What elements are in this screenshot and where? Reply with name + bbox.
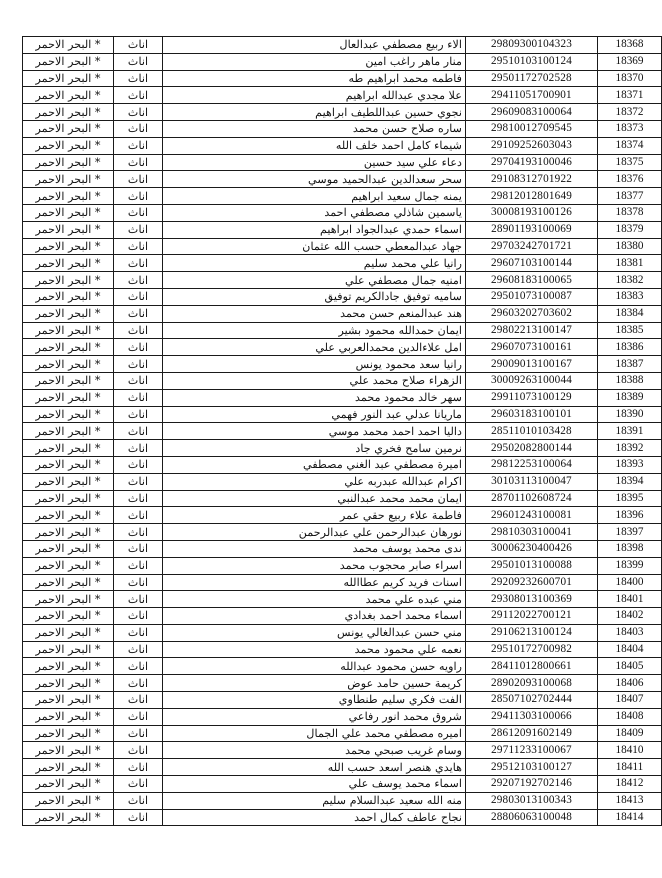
name-cell: يمنه جمال سعيد ابراهيم (163, 188, 466, 205)
name-cell: الاء ربيع مصطفي عبدالعال (163, 37, 466, 54)
name-cell: نرمين سامح فخري جاد (163, 440, 466, 457)
name-cell: جهاد عبدالمعطي حسب الله عثمان (163, 238, 466, 255)
national-id-cell: 29911073100129 (466, 389, 598, 406)
name-cell: نورهان عبدالرحمن علي عبدالرحمن (163, 524, 466, 541)
table-row (23, 406, 662, 423)
seat-number-cell: 18384 (598, 305, 662, 322)
gender-cell: اناث (114, 557, 163, 574)
national-id-cell: 28507102702444 (466, 692, 598, 709)
name-cell: دعاء علي سيد حسين (163, 154, 466, 171)
region-cell: البحر الاحمر * (23, 322, 114, 339)
gender-cell: اناث (114, 456, 163, 473)
name-cell: نجوي حسين عبداللطيف ابراهيم (163, 104, 466, 121)
name-cell: مني عبده علي محمد (163, 591, 466, 608)
table-row (23, 490, 662, 507)
national-id-cell: 29812253100064 (466, 456, 598, 473)
name-cell: اسماء محمد احمد بغدادي (163, 608, 466, 625)
table-row (23, 641, 662, 658)
region-cell: البحر الاحمر * (23, 776, 114, 793)
gender-cell: اناث (114, 675, 163, 692)
table-row (23, 288, 662, 305)
table-row (23, 574, 662, 591)
seat-number-cell: 18407 (598, 692, 662, 709)
seat-number-cell: 18373 (598, 120, 662, 137)
seat-number-cell: 18414 (598, 809, 662, 826)
name-cell: اميرة مصطفي عبد الغني مصطفي (163, 456, 466, 473)
name-cell: ساميه توفيق جادالكريم توفيق (163, 288, 466, 305)
table-row (23, 87, 662, 104)
table-row (23, 725, 662, 742)
gender-cell: اناث (114, 288, 163, 305)
name-cell: سحر سعدالدين عبدالحميد موسي (163, 171, 466, 188)
region-cell: البحر الاحمر * (23, 204, 114, 221)
national-id-cell: 29607103100144 (466, 255, 598, 272)
table-row (23, 154, 662, 171)
gender-cell: اناث (114, 238, 163, 255)
table-row (23, 322, 662, 339)
name-cell: الفت فكري سليم طنطاوي (163, 692, 466, 709)
region-cell: البحر الاحمر * (23, 624, 114, 641)
roster-page (22, 36, 644, 826)
national-id-cell: 30009263100044 (466, 372, 598, 389)
region-cell: البحر الاحمر * (23, 372, 114, 389)
table-row (23, 423, 662, 440)
region-cell: البحر الاحمر * (23, 70, 114, 87)
national-id-cell: 29112022700121 (466, 608, 598, 625)
name-cell: داليا احمد احمد محمد موسي (163, 423, 466, 440)
seat-number-cell: 18371 (598, 87, 662, 104)
gender-cell: اناث (114, 641, 163, 658)
gender-cell: اناث (114, 188, 163, 205)
national-id-cell: 29106213100124 (466, 624, 598, 641)
national-id-cell: 30006230400426 (466, 540, 598, 557)
seat-number-cell: 18378 (598, 204, 662, 221)
gender-cell: اناث (114, 608, 163, 625)
region-cell: البحر الاحمر * (23, 423, 114, 440)
table-row (23, 540, 662, 557)
national-id-cell: 29711233100067 (466, 742, 598, 759)
gender-cell: اناث (114, 809, 163, 826)
seat-number-cell: 18409 (598, 725, 662, 742)
gender-cell: اناث (114, 204, 163, 221)
gender-cell: اناث (114, 389, 163, 406)
national-id-cell: 29810012709545 (466, 120, 598, 137)
region-cell: البحر الاحمر * (23, 608, 114, 625)
region-cell: البحر الاحمر * (23, 658, 114, 675)
seat-number-cell: 18413 (598, 792, 662, 809)
region-cell: البحر الاحمر * (23, 339, 114, 356)
name-cell: شروق محمد انور رفاعي (163, 708, 466, 725)
seat-number-cell: 18396 (598, 507, 662, 524)
table-row (23, 658, 662, 675)
national-id-cell: 29009013100167 (466, 356, 598, 373)
gender-cell: اناث (114, 356, 163, 373)
region-cell: البحر الاحمر * (23, 708, 114, 725)
gender-cell: اناث (114, 53, 163, 70)
table-row (23, 792, 662, 809)
gender-cell: اناث (114, 524, 163, 541)
seat-number-cell: 18412 (598, 776, 662, 793)
national-id-cell: 29812012801649 (466, 188, 598, 205)
national-id-cell: 29803013100343 (466, 792, 598, 809)
table-row (23, 37, 662, 54)
name-cell: منه الله سعيد عبدالسلام سليم (163, 792, 466, 809)
region-cell: البحر الاحمر * (23, 171, 114, 188)
table-row (23, 356, 662, 373)
national-id-cell: 29608183100065 (466, 272, 598, 289)
gender-cell: اناث (114, 692, 163, 709)
name-cell: اسنات فريد كريم عطاالله (163, 574, 466, 591)
gender-cell: اناث (114, 406, 163, 423)
national-id-cell: 29502082800144 (466, 440, 598, 457)
seat-number-cell: 18406 (598, 675, 662, 692)
name-cell: نعمه علي محمود محمد (163, 641, 466, 658)
table-row (23, 591, 662, 608)
gender-cell: اناث (114, 221, 163, 238)
name-cell: ايمان حمدالله محمود بشير (163, 322, 466, 339)
region-cell: البحر الاحمر * (23, 557, 114, 574)
region-cell: البحر الاحمر * (23, 272, 114, 289)
table-row (23, 221, 662, 238)
region-cell: البحر الاحمر * (23, 188, 114, 205)
gender-cell: اناث (114, 440, 163, 457)
region-cell: البحر الاحمر * (23, 759, 114, 776)
gender-cell: اناث (114, 624, 163, 641)
gender-cell: اناث (114, 776, 163, 793)
table-row (23, 608, 662, 625)
national-id-cell: 29501013100088 (466, 557, 598, 574)
table-row (23, 624, 662, 641)
name-cell: اسراء صابر محجوب محمد (163, 557, 466, 574)
seat-number-cell: 18410 (598, 742, 662, 759)
national-id-cell: 28901193100069 (466, 221, 598, 238)
region-cell: البحر الاحمر * (23, 809, 114, 826)
national-id-cell: 29704193100046 (466, 154, 598, 171)
national-id-cell: 29510172700982 (466, 641, 598, 658)
gender-cell: اناث (114, 70, 163, 87)
region-cell: البحر الاحمر * (23, 87, 114, 104)
gender-cell: اناث (114, 171, 163, 188)
name-cell: ندى محمد يوسف محمد (163, 540, 466, 557)
name-cell: اسماء حمدي عبدالجواد ابراهيم (163, 221, 466, 238)
name-cell: ساره صلاح حسن محمد (163, 120, 466, 137)
table-row (23, 440, 662, 457)
seat-number-cell: 18374 (598, 137, 662, 154)
seat-number-cell: 18391 (598, 423, 662, 440)
seat-number-cell: 18404 (598, 641, 662, 658)
table-row (23, 137, 662, 154)
seat-number-cell: 18376 (598, 171, 662, 188)
table-row (23, 524, 662, 541)
gender-cell: اناث (114, 37, 163, 54)
name-cell: ماريانا عدلي عبد النور فهمي (163, 406, 466, 423)
seat-number-cell: 18398 (598, 540, 662, 557)
region-cell: البحر الاحمر * (23, 692, 114, 709)
gender-cell: اناث (114, 507, 163, 524)
seat-number-cell: 18411 (598, 759, 662, 776)
region-cell: البحر الاحمر * (23, 389, 114, 406)
seat-number-cell: 18368 (598, 37, 662, 54)
seat-number-cell: 18370 (598, 70, 662, 87)
name-cell: اسماء محمد يوسف علي (163, 776, 466, 793)
name-cell: الزهراء صلاح محمد علي (163, 372, 466, 389)
seat-number-cell: 18399 (598, 557, 662, 574)
national-id-cell: 30103113100047 (466, 473, 598, 490)
national-id-cell: 30008193100126 (466, 204, 598, 221)
national-id-cell: 29603183100101 (466, 406, 598, 423)
national-id-cell: 29601243100081 (466, 507, 598, 524)
seat-number-cell: 18397 (598, 524, 662, 541)
gender-cell: اناث (114, 574, 163, 591)
gender-cell: اناث (114, 120, 163, 137)
gender-cell: اناث (114, 339, 163, 356)
gender-cell: اناث (114, 742, 163, 759)
seat-number-cell: 18405 (598, 658, 662, 675)
seat-number-cell: 18394 (598, 473, 662, 490)
region-cell: البحر الاحمر * (23, 456, 114, 473)
table-row (23, 742, 662, 759)
region-cell: البحر الاحمر * (23, 238, 114, 255)
name-cell: راويه حسن محمود عبدالله (163, 658, 466, 675)
gender-cell: اناث (114, 137, 163, 154)
national-id-cell: 28701102608724 (466, 490, 598, 507)
seat-number-cell: 18380 (598, 238, 662, 255)
table-row (23, 305, 662, 322)
seat-number-cell: 18395 (598, 490, 662, 507)
region-cell: البحر الاحمر * (23, 490, 114, 507)
national-id-cell: 29809300104323 (466, 37, 598, 54)
seat-number-cell: 18408 (598, 708, 662, 725)
seat-number-cell: 18388 (598, 372, 662, 389)
seat-number-cell: 18369 (598, 53, 662, 70)
region-cell: البحر الاحمر * (23, 356, 114, 373)
national-id-cell: 29603202703602 (466, 305, 598, 322)
table-row (23, 238, 662, 255)
table-row (23, 473, 662, 490)
name-cell: امنيه جمال مصطفي علي (163, 272, 466, 289)
table-row (23, 456, 662, 473)
seat-number-cell: 18392 (598, 440, 662, 457)
national-id-cell: 28806063100048 (466, 809, 598, 826)
gender-cell: اناث (114, 272, 163, 289)
region-cell: البحر الاحمر * (23, 574, 114, 591)
name-cell: سهر خالد محمود محمد (163, 389, 466, 406)
gender-cell: اناث (114, 154, 163, 171)
table-row (23, 104, 662, 121)
seat-number-cell: 18393 (598, 456, 662, 473)
gender-cell: اناث (114, 322, 163, 339)
name-cell: هايدي هنصر اسعد حسب الله (163, 759, 466, 776)
national-id-cell: 29703242701721 (466, 238, 598, 255)
seat-number-cell: 18400 (598, 574, 662, 591)
table-row (23, 339, 662, 356)
gender-cell: اناث (114, 473, 163, 490)
national-id-cell: 29209232600701 (466, 574, 598, 591)
name-cell: فاطمة علاء ربيع حقي عمر (163, 507, 466, 524)
name-cell: هند عبدالمنعم حسن محمد (163, 305, 466, 322)
seat-number-cell: 18385 (598, 322, 662, 339)
region-cell: البحر الاحمر * (23, 137, 114, 154)
region-cell: البحر الاحمر * (23, 473, 114, 490)
gender-cell: اناث (114, 540, 163, 557)
name-cell: اميره مصطفي محمد علي الجمال (163, 725, 466, 742)
national-id-cell: 29207192702146 (466, 776, 598, 793)
region-cell: البحر الاحمر * (23, 154, 114, 171)
name-cell: شيماء كامل احمد خلف الله (163, 137, 466, 154)
gender-cell: اناث (114, 725, 163, 742)
seat-number-cell: 18387 (598, 356, 662, 373)
table-row (23, 171, 662, 188)
gender-cell: اناث (114, 591, 163, 608)
table-row (23, 53, 662, 70)
national-id-cell: 29501172702528 (466, 70, 598, 87)
national-id-cell: 29609083100064 (466, 104, 598, 121)
seat-number-cell: 18390 (598, 406, 662, 423)
region-cell: البحر الاحمر * (23, 221, 114, 238)
national-id-cell: 29411303100066 (466, 708, 598, 725)
table-row (23, 708, 662, 725)
national-id-cell: 28902093100068 (466, 675, 598, 692)
name-cell: ايمان محمد محمد عبدالنبي (163, 490, 466, 507)
seat-number-cell: 18402 (598, 608, 662, 625)
table-row (23, 70, 662, 87)
region-cell: البحر الاحمر * (23, 440, 114, 457)
region-cell: البحر الاحمر * (23, 792, 114, 809)
national-id-cell: 29501073100087 (466, 288, 598, 305)
region-cell: البحر الاحمر * (23, 406, 114, 423)
table-row (23, 120, 662, 137)
name-cell: ياسمين شاذلي مصطفي احمد (163, 204, 466, 221)
gender-cell: اناث (114, 104, 163, 121)
seat-number-cell: 18372 (598, 104, 662, 121)
gender-cell: اناث (114, 759, 163, 776)
seat-number-cell: 18383 (598, 288, 662, 305)
region-cell: البحر الاحمر * (23, 742, 114, 759)
national-id-cell: 28612091602149 (466, 725, 598, 742)
national-id-cell: 29308013100369 (466, 591, 598, 608)
national-id-cell: 29802213100147 (466, 322, 598, 339)
seat-number-cell: 18386 (598, 339, 662, 356)
seat-number-cell: 18379 (598, 221, 662, 238)
roster-body (23, 37, 662, 826)
table-row (23, 809, 662, 826)
region-cell: البحر الاحمر * (23, 675, 114, 692)
table-row (23, 255, 662, 272)
seat-number-cell: 18377 (598, 188, 662, 205)
table-row (23, 507, 662, 524)
table-row (23, 272, 662, 289)
region-cell: البحر الاحمر * (23, 288, 114, 305)
seat-number-cell: 18382 (598, 272, 662, 289)
name-cell: رانيا سعد محمود يونس (163, 356, 466, 373)
table-row (23, 389, 662, 406)
name-cell: منار ماهر راغب امين (163, 53, 466, 70)
national-id-cell: 29108312701922 (466, 171, 598, 188)
name-cell: وسام غريب صبحي محمد (163, 742, 466, 759)
region-cell: البحر الاحمر * (23, 725, 114, 742)
gender-cell: اناث (114, 490, 163, 507)
region-cell: البحر الاحمر * (23, 305, 114, 322)
region-cell: البحر الاحمر * (23, 524, 114, 541)
name-cell: نجاح عاطف كمال احمد (163, 809, 466, 826)
region-cell: البحر الاحمر * (23, 37, 114, 54)
table-row (23, 776, 662, 793)
seat-number-cell: 18401 (598, 591, 662, 608)
national-id-cell: 28411012800661 (466, 658, 598, 675)
gender-cell: اناث (114, 658, 163, 675)
region-cell: البحر الاحمر * (23, 104, 114, 121)
name-cell: اكرام عبدالله عبدربه علي (163, 473, 466, 490)
name-cell: امل علاءالدين محمدالعربي علي (163, 339, 466, 356)
national-id-cell: 28511010103428 (466, 423, 598, 440)
seat-number-cell: 18389 (598, 389, 662, 406)
seat-number-cell: 18403 (598, 624, 662, 641)
name-cell: مني حسن عبدالغالي يونس (163, 624, 466, 641)
region-cell: البحر الاحمر * (23, 255, 114, 272)
gender-cell: اناث (114, 792, 163, 809)
table-row (23, 557, 662, 574)
region-cell: البحر الاحمر * (23, 53, 114, 70)
national-id-cell: 29607073100161 (466, 339, 598, 356)
national-id-cell: 29512103100127 (466, 759, 598, 776)
table-row (23, 188, 662, 205)
name-cell: علا مجدي عبدالله ابراهيم (163, 87, 466, 104)
table-row (23, 675, 662, 692)
national-id-cell: 29510103100124 (466, 53, 598, 70)
table-row (23, 372, 662, 389)
table-row (23, 204, 662, 221)
table-row (23, 692, 662, 709)
name-cell: فاطمه محمد ابراهيم طه (163, 70, 466, 87)
national-id-cell: 29810303100041 (466, 524, 598, 541)
gender-cell: اناث (114, 255, 163, 272)
gender-cell: اناث (114, 708, 163, 725)
name-cell: كريمة حسين حامد عوض (163, 675, 466, 692)
gender-cell: اناث (114, 423, 163, 440)
region-cell: البحر الاحمر * (23, 641, 114, 658)
seat-number-cell: 18381 (598, 255, 662, 272)
region-cell: البحر الاحمر * (23, 591, 114, 608)
seat-number-cell: 18375 (598, 154, 662, 171)
gender-cell: اناث (114, 87, 163, 104)
gender-cell: اناث (114, 305, 163, 322)
region-cell: البحر الاحمر * (23, 120, 114, 137)
name-cell: رانيا علي محمد سليم (163, 255, 466, 272)
national-id-cell: 29411051700901 (466, 87, 598, 104)
roster-table (22, 36, 662, 826)
region-cell: البحر الاحمر * (23, 540, 114, 557)
gender-cell: اناث (114, 372, 163, 389)
region-cell: البحر الاحمر * (23, 507, 114, 524)
national-id-cell: 29109252603043 (466, 137, 598, 154)
table-row (23, 759, 662, 776)
